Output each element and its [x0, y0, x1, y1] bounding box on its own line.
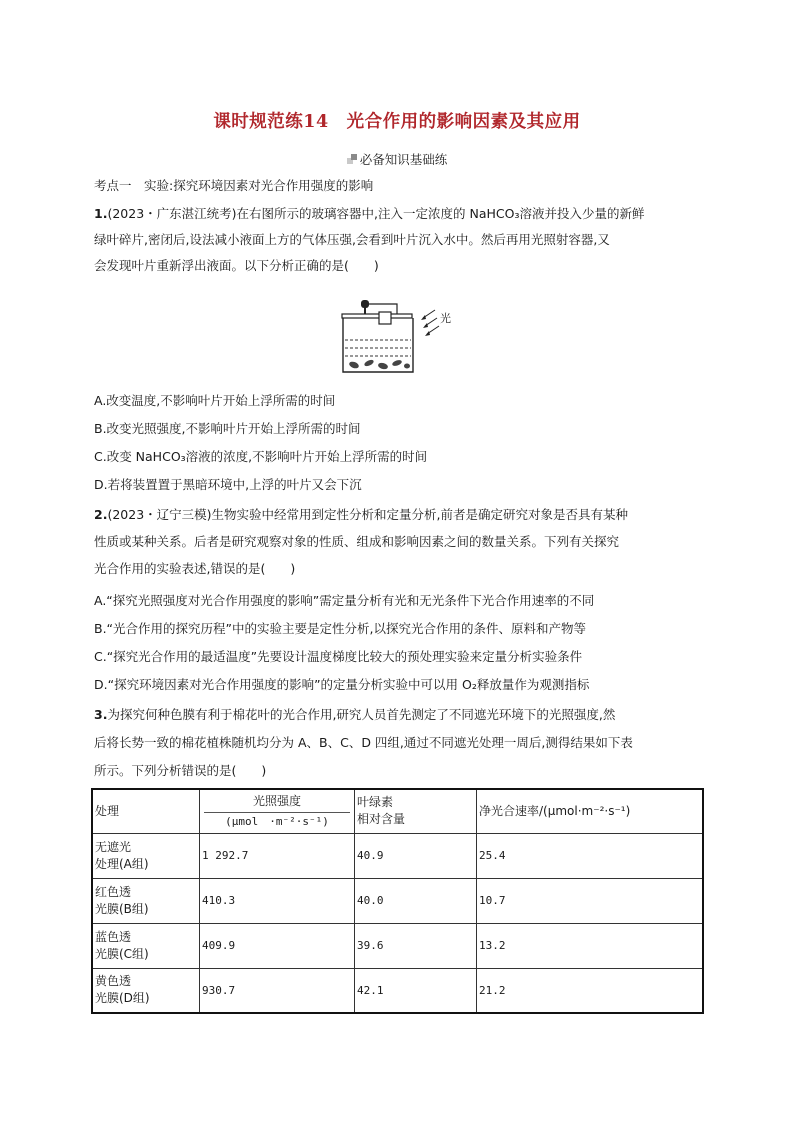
- q1-line-2: 绿叶碎片,密闭后,设法减小液面上方的气体压强,会看到叶片沉入水中。然后再用光照射容器,又: [94, 232, 610, 247]
- q2-option-b: B.“光合作用的探究历程”中的实验主要是定性分析,以探究光合作用的条件、原料和产物等: [94, 621, 586, 636]
- q2-option-d: D.“探究环境因素对光合作用强度的影响”的定量分析实验中可以用 O₂释放量作为观测指标: [94, 677, 590, 692]
- q1-number: 1.: [94, 206, 108, 221]
- q3-line-1: 3.为探究何种色膜有利于棉花叶的光合作用,研究人员首先测定了不同遮光环境下的光照强度,然: [94, 707, 616, 722]
- header-chlorophyll: 叶绿素 相对含量: [355, 789, 477, 833]
- q1-option-c: C.改变 NaHCO₃溶液的浓度,不影响叶片开始上浮所需的时间: [94, 449, 428, 464]
- table-header-row: [92, 789, 703, 833]
- q1-line-3: 会发现叶片重新浮出液面。以下分析正确的是( ): [94, 258, 379, 273]
- table-row: 蓝色透 光膜(C组) 409.9 39.6 13.2: [92, 923, 703, 968]
- q1-option-b: B.改变光照强度,不影响叶片开始上浮所需的时间: [94, 421, 361, 436]
- q2-line-2: 性质或某种关系。后者是研究观察对象的性质、组成和影响因素之间的数量关系。下列有关探究: [94, 534, 620, 549]
- q2-option-c: C.“探究光合作用的最适温度”先要设计温度梯度比较大的预处理实验来定量分析实验条件: [94, 649, 583, 664]
- header-light-intensity: 光照强度 (μmol ·m⁻²·s⁻¹): [200, 789, 355, 833]
- q3-line-2: 后将长势一致的棉花植株随机均分为 A、B、C、D 四组,通过不同遮光处理一周后,测得结果如下表: [94, 735, 633, 750]
- page-title: 课时规范练14 光合作用的影响因素及其应用: [213, 112, 581, 132]
- q2-option-a: A.“探究光照强度对光合作用强度的影响”需定量分析有光和无光条件下光合作用速率的不同: [94, 593, 595, 608]
- table-row: 红色透 光膜(B组) 410.3 40.0 10.7: [92, 878, 703, 923]
- section-marker-icon: [347, 153, 359, 164]
- section-heading: [0, 150, 794, 168]
- q2-line-1: 2.(2023・辽宁三模)生物实验中经常用到定性分析和定量分析,前者是确定研究对象是否具有某种: [94, 507, 628, 522]
- q2-number: 2.: [94, 507, 108, 522]
- q2-line-3: 光合作用的实验表述,错误的是( ): [94, 561, 296, 576]
- q3-number: 3.: [94, 707, 108, 722]
- q1-line-1: 1.(2023・广东湛江统考)在右图所示的玻璃容器中,注入一定浓度的 NaHCO₃溶液并投入少量的新鲜: [94, 206, 645, 221]
- q3-line-3: 所示。下列分析错误的是( ): [94, 763, 267, 778]
- light-label: 光: [440, 312, 451, 325]
- topic-heading: 考点一 实验:探究环境因素对光合作用强度的影响: [94, 178, 374, 193]
- glass-container-figure: [339, 296, 459, 376]
- table-row: 无遮光 处理(A组) 1 292.7 40.9 25.4: [92, 833, 703, 878]
- table-row: 黄色透 光膜(D组) 930.7 42.1 21.2: [92, 968, 703, 1013]
- header-treatment: 处理: [92, 789, 200, 833]
- section-label: 必备知识基础练: [359, 152, 448, 167]
- q1-option-a: A.改变温度,不影响叶片开始上浮所需的时间: [94, 393, 336, 408]
- results-table: [91, 788, 704, 1014]
- q1-option-d: D.若将装置置于黑暗环境中,上浮的叶片又会下沉: [94, 477, 362, 492]
- header-net-rate: 净光合速率/(μmol·m⁻²·s⁻¹): [477, 789, 704, 833]
